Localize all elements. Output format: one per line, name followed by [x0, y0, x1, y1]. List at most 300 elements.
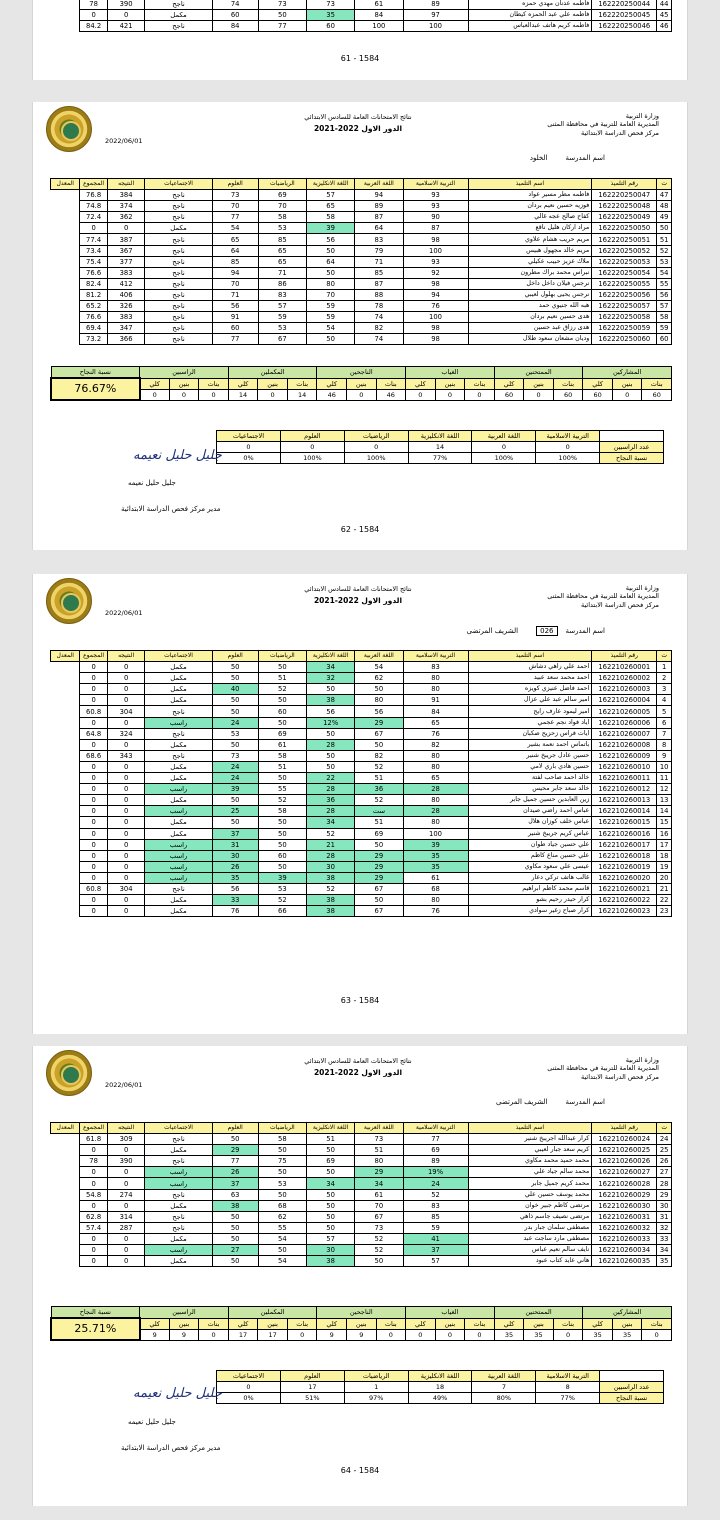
table-cell: 0 — [80, 839, 107, 850]
table-cell: 27 — [657, 1167, 672, 1178]
table-cell: 33 — [212, 895, 258, 906]
table-cell: 12% — [307, 717, 355, 728]
table-row — [51, 1167, 672, 1178]
table-cell: 162220250056 — [592, 289, 657, 300]
table-cell: 61 — [355, 1189, 403, 1200]
table-cell: 0 — [107, 895, 145, 906]
table-cell: 80 — [403, 673, 468, 684]
table-cell: 54 — [657, 267, 672, 278]
table-cell: 54.8 — [80, 1189, 107, 1200]
stats-sub-header: بنات — [199, 1318, 229, 1329]
table-cell: 85 — [355, 267, 403, 278]
table-row — [51, 839, 672, 850]
table-cell: 29 — [212, 1145, 258, 1156]
table-cell: ست — [355, 806, 403, 817]
table-cell: ناجح — [145, 256, 212, 267]
table-cell: 73 — [212, 750, 258, 761]
stats-group-header: الناجحين — [317, 367, 406, 379]
table-cell: 69 — [258, 728, 306, 739]
table-cell: 62.8 — [80, 1211, 107, 1222]
table-cell: 100 — [403, 312, 468, 323]
subject-value: 0% — [217, 1393, 281, 1404]
table-cell: 0 — [107, 717, 145, 728]
table-cell: 162210260008 — [592, 739, 657, 750]
table-cell: 16 — [657, 828, 672, 839]
table-cell: 60.8 — [80, 883, 107, 894]
column-header: التربية الاسلامية — [403, 179, 468, 190]
table-cell: 162210260009 — [592, 750, 657, 761]
stats-value: 60 — [494, 389, 524, 400]
table-cell: عيسى علي سعود مكاوي — [468, 861, 592, 872]
table-cell: 162220250046 — [592, 21, 657, 32]
stats-value: 9 — [346, 1329, 376, 1340]
table-cell: 77 — [212, 212, 258, 223]
ministry-block: وزارة التربية المديرية العامة للتربية في محافظة المثنى مركز فحص الدراسة الابتدائية — [547, 584, 659, 609]
table-cell: 65 — [212, 234, 258, 245]
table-cell: 0 — [80, 662, 107, 673]
stats-sub-header: بنات — [376, 1318, 406, 1329]
stats-group-header: المشاركين — [583, 1307, 672, 1319]
table-cell: 72.4 — [80, 212, 107, 223]
table-cell: 38 — [307, 695, 355, 706]
table-cell: 31 — [657, 1211, 672, 1222]
table-row — [51, 312, 672, 323]
table-cell: 162210260019 — [592, 861, 657, 872]
table-cell: 54 — [258, 1256, 306, 1267]
table-cell: 80 — [307, 278, 355, 289]
table-cell: 0 — [80, 1256, 107, 1267]
table-cell: 84 — [212, 21, 258, 32]
table-cell: 87 — [403, 223, 468, 234]
table-cell: حسين عادل جريبخ شنير — [468, 750, 592, 761]
table-cell: 24 — [403, 1178, 468, 1189]
subject-value: 49% — [408, 1393, 472, 1404]
table-cell: 274 — [107, 1189, 145, 1200]
table-cell: 65 — [258, 256, 306, 267]
column-header: اسم التلميذ — [468, 179, 592, 190]
table-cell: 0 — [107, 906, 145, 917]
table-cell: 0 — [107, 817, 145, 828]
subject-header: التربية الاسلامية — [536, 1371, 600, 1382]
table-cell: 58 — [307, 212, 355, 223]
table-cell: 52 — [355, 795, 403, 806]
column-header: المجموع — [80, 651, 107, 662]
table-cell: 50 — [212, 739, 258, 750]
table-cell: 73 — [355, 1134, 403, 1145]
table-cell: 29 — [355, 850, 403, 861]
table-cell: مصطفى مارد ساجت عبد — [468, 1233, 592, 1244]
subject-header: الرياضيات — [344, 431, 408, 442]
column-header: التربية الاسلامية — [403, 651, 468, 662]
table-cell: راسب — [145, 1178, 212, 1189]
column-header: رقم التلميذ — [592, 179, 657, 190]
table-cell: 0 — [80, 761, 107, 772]
table-cell: 2 — [657, 673, 672, 684]
stats-sub-header: بنات — [376, 378, 406, 389]
table-cell: امير سالم عبد علي عزال — [468, 695, 592, 706]
stats-value: 60 — [642, 389, 672, 400]
column-header: اللغة الانكليزية — [307, 651, 355, 662]
table-row — [51, 906, 672, 917]
table-row — [51, 1145, 672, 1156]
table-cell: ناجح — [145, 234, 212, 245]
table-cell: 60 — [212, 323, 258, 334]
table-cell: 0 — [80, 773, 107, 784]
table-cell: 62 — [355, 673, 403, 684]
stats-group-header: الناجحين — [317, 1307, 406, 1319]
column-header: العلوم — [212, 1123, 258, 1134]
table-cell: 162220250044 — [592, 0, 657, 10]
column-header: اللغة العربية — [355, 1123, 403, 1134]
subject-value: 0 — [536, 442, 600, 453]
subject-header: العلوم — [280, 1371, 344, 1382]
table-cell: نبراس محمد براك مطرون — [468, 267, 592, 278]
table-cell: عباس احمد راضي صيدان — [468, 806, 592, 817]
stats-value: 0 — [553, 1329, 583, 1340]
table-row — [51, 872, 672, 883]
table-cell: 60 — [657, 334, 672, 345]
table-cell: مكمل — [145, 1200, 212, 1211]
table-cell: 30 — [212, 850, 258, 861]
table-cell: 94 — [403, 289, 468, 300]
table-cell: 0 — [80, 817, 107, 828]
pass-rate-label: نسبة النجاح — [51, 367, 140, 379]
table-cell: 374 — [107, 201, 145, 212]
stats-sub-header: كلي — [228, 378, 258, 389]
table-cell: 162210260027 — [592, 1167, 657, 1178]
column-header: المعدل — [51, 1123, 80, 1134]
stats-sub-header: بنين — [435, 1318, 465, 1329]
table-cell: 0 — [80, 861, 107, 872]
table-cell: 73 — [212, 190, 258, 201]
corner-cell — [600, 1371, 664, 1382]
table-cell: 59 — [307, 312, 355, 323]
table-cell: 87 — [355, 278, 403, 289]
table-cell: 0 — [107, 1200, 145, 1211]
table-cell: 57 — [307, 190, 355, 201]
table-cell: 28 — [657, 1178, 672, 1189]
column-header: ت — [657, 651, 672, 662]
table-cell: 0 — [107, 795, 145, 806]
table-cell: 31 — [212, 839, 258, 850]
table-cell: ناجح — [145, 334, 212, 345]
stats-value: 9 — [140, 1329, 170, 1340]
table-cell: 24 — [212, 761, 258, 772]
stats-value: 9 — [169, 1329, 199, 1340]
table-cell: مكمل — [145, 662, 212, 673]
table-cell: 98 — [403, 334, 468, 345]
signer-name: جليل حليل نعيمه — [128, 1418, 176, 1426]
table-cell: 73.2 — [80, 334, 107, 345]
subject-value: 17 — [280, 1382, 344, 1393]
table-cell: 50 — [258, 1167, 306, 1178]
table-cell: 39 — [212, 784, 258, 795]
table-cell: 162210260029 — [592, 1189, 657, 1200]
table-cell: 162210260031 — [592, 1211, 657, 1222]
table-cell: هبه الله جنيوي حمد — [468, 301, 592, 312]
table-header — [51, 1123, 672, 1134]
table-cell: 55 — [258, 784, 306, 795]
table-cell: 50 — [258, 717, 306, 728]
table-cell: 0 — [80, 906, 107, 917]
pass-rate-label: نسبة النجاح — [51, 1307, 140, 1319]
table-cell: 86 — [258, 278, 306, 289]
table-cell: 0 — [107, 872, 145, 883]
subject-stats-table — [216, 1370, 664, 1404]
stats-sub-header: بنات — [465, 378, 495, 389]
table-cell: 39 — [307, 223, 355, 234]
table-cell: 15 — [657, 817, 672, 828]
stats-value: 60 — [583, 389, 613, 400]
subject-row — [217, 1393, 664, 1404]
table-cell: 304 — [107, 706, 145, 717]
table-row — [51, 1233, 672, 1244]
table-cell: 57 — [403, 1256, 468, 1267]
table-cell: 50 — [307, 1189, 355, 1200]
table-row — [51, 323, 672, 334]
table-cell: 52 — [307, 883, 355, 894]
table-cell: 326 — [107, 301, 145, 312]
table-cell: 9 — [657, 750, 672, 761]
signature: جليل حليل نعيمه — [133, 448, 222, 463]
table-cell: 50 — [258, 839, 306, 850]
table-cell: 47 — [657, 190, 672, 201]
table-cell: 56 — [355, 706, 403, 717]
table-cell: 29 — [355, 872, 403, 883]
table-cell: 162220250052 — [592, 245, 657, 256]
table-row — [51, 750, 672, 761]
table-cell: كريم سعد جبار لعيبي — [468, 1145, 592, 1156]
table-cell: احمد محمد سعد عبيد — [468, 673, 592, 684]
table-cell: 69.4 — [80, 323, 107, 334]
column-header: رقم التلميذ — [592, 651, 657, 662]
table-cell: 63 — [212, 1189, 258, 1200]
table-cell: 0 — [80, 717, 107, 728]
subject-header: اللغة العربية — [472, 1371, 536, 1382]
table-cell: 83 — [403, 1200, 468, 1211]
school-code: 026 — [536, 626, 557, 636]
stats-value: 35 — [612, 1329, 642, 1340]
table-cell: 162220250048 — [592, 201, 657, 212]
table-cell: 97 — [403, 10, 468, 21]
table-cell: 84 — [403, 706, 468, 717]
subject-header: التربية الاسلامية — [536, 431, 600, 442]
table-cell: 162210260001 — [592, 662, 657, 673]
table-cell: 73 — [307, 0, 355, 10]
table-cell: 26 — [212, 861, 258, 872]
table-cell: علي حسين جياد طوان — [468, 839, 592, 850]
stats-sub-header: بنين — [346, 378, 376, 389]
table-cell: 162210260018 — [592, 850, 657, 861]
table-cell: 34 — [657, 1245, 672, 1256]
table-cell: ايات فراس زحزيح صكبان — [468, 728, 592, 739]
table-cell: 39 — [258, 872, 306, 883]
table-cell: مريم حريب هشام علاوي — [468, 234, 592, 245]
table-cell: 162220250058 — [592, 312, 657, 323]
report-header — [33, 574, 689, 635]
table-cell: 162220250055 — [592, 278, 657, 289]
table-cell: 28 — [403, 806, 468, 817]
table-cell: 79 — [355, 245, 403, 256]
table-row — [51, 706, 672, 717]
table-cell: 38 — [307, 895, 355, 906]
table-cell: مكمل — [145, 817, 212, 828]
report-date: 2022/06/01 — [105, 1081, 143, 1089]
table-cell: 82 — [403, 739, 468, 750]
subject-row-label: نسبة النجاح — [600, 1393, 664, 1404]
table-cell: 314 — [107, 1211, 145, 1222]
stats-value: 0 — [199, 1329, 229, 1340]
table-cell: 78 — [80, 1156, 107, 1167]
grades-table — [50, 650, 672, 917]
table-cell: 39 — [403, 839, 468, 850]
table-cell: 343 — [107, 750, 145, 761]
table-row — [51, 850, 672, 861]
table-cell: 50 — [307, 1200, 355, 1211]
stats-sub-header: بنات — [287, 1318, 317, 1329]
page-number: 64 - 1584 — [340, 1466, 380, 1475]
table-cell: 71 — [212, 289, 258, 300]
table-cell: ناجح — [145, 0, 212, 10]
page-number: 63 - 1584 — [340, 996, 380, 1005]
table-cell: 162210260033 — [592, 1233, 657, 1244]
table-cell: 87 — [355, 212, 403, 223]
table-cell: 390 — [107, 0, 145, 10]
table-cell: 50 — [212, 1211, 258, 1222]
table-cell: عباس خلف كوزان هلال — [468, 817, 592, 828]
table-cell: 74.8 — [80, 201, 107, 212]
subject-value: 77% — [408, 453, 472, 464]
table-cell: 48 — [657, 201, 672, 212]
table-cell: 14 — [657, 806, 672, 817]
table-row — [51, 1189, 672, 1200]
subject-value: 100% — [536, 453, 600, 464]
table-row — [51, 861, 672, 872]
table-cell: 52 — [307, 828, 355, 839]
stats-group-header: المكملين — [228, 1307, 317, 1319]
statistics-table — [50, 1306, 672, 1341]
grades-table — [50, 1122, 672, 1267]
report-title: نتائج الامتحانات العامة للسادس الابتدائي 2021-2022 الدور الاول — [304, 1057, 412, 1077]
stats-value: 0 — [524, 389, 554, 400]
table-cell: 383 — [107, 312, 145, 323]
table-cell: 0 — [80, 695, 107, 706]
table-cell: 0 — [107, 784, 145, 795]
table-cell: 50 — [258, 861, 306, 872]
table-cell: 0 — [80, 673, 107, 684]
table-cell: 57 — [307, 1233, 355, 1244]
subject-header: الرياضيات — [344, 1371, 408, 1382]
column-header: المعدل — [51, 179, 80, 190]
table-cell: 421 — [107, 21, 145, 32]
table-cell: 53 — [258, 883, 306, 894]
table-row — [51, 895, 672, 906]
table-cell: 73.4 — [80, 245, 107, 256]
grades-table — [50, 0, 672, 32]
table-cell: 162210260014 — [592, 806, 657, 817]
table-cell: ناجح — [145, 301, 212, 312]
table-cell: 59 — [403, 1222, 468, 1233]
subject-value: 0 — [217, 1382, 281, 1393]
table-cell: 20 — [657, 872, 672, 883]
table-cell: 51 — [355, 773, 403, 784]
table-cell: 70 — [212, 278, 258, 289]
table-cell: 80 — [403, 817, 468, 828]
table-cell: مكمل — [145, 895, 212, 906]
table-cell: 22 — [657, 895, 672, 906]
table-cell: فاطمه علي عبد الحمزه كيطان — [468, 10, 592, 21]
table-cell: 162210260024 — [592, 1134, 657, 1145]
table-cell: 54 — [355, 662, 403, 673]
table-cell: مكمل — [145, 223, 212, 234]
table-cell: 56 — [212, 301, 258, 312]
table-cell: 1 — [657, 662, 672, 673]
subject-row-label: نسبة النجاح — [600, 453, 664, 464]
stats-group-header: الراسبين — [140, 1307, 229, 1319]
table-cell: 0 — [107, 761, 145, 772]
table-cell: 162210260012 — [592, 784, 657, 795]
table-cell: 71 — [258, 267, 306, 278]
column-header: المعدل — [51, 651, 80, 662]
table-cell: 50 — [355, 839, 403, 850]
school-name: اسم المدرسةالخلود — [529, 154, 605, 162]
table-cell: 77 — [212, 334, 258, 345]
stats-header-row — [51, 367, 672, 379]
stats-header-row — [51, 1307, 672, 1319]
table-row — [51, 10, 672, 21]
table-cell: 406 — [107, 289, 145, 300]
table-cell: هدى حسين نعيم بردان — [468, 312, 592, 323]
table-cell: 34 — [307, 817, 355, 828]
column-header: اسم التلميذ — [468, 651, 592, 662]
table-cell: 0 — [80, 223, 107, 234]
table-cell: 50 — [212, 1222, 258, 1233]
stats-value: 0 — [199, 389, 229, 400]
table-cell: 52 — [355, 1233, 403, 1244]
table-cell: 51 — [307, 1134, 355, 1145]
table-cell: 162210260011 — [592, 773, 657, 784]
column-header: اللغة العربية — [355, 651, 403, 662]
stats-value: 0 — [642, 1329, 672, 1340]
subject-row — [217, 1382, 664, 1393]
table-cell: 28 — [307, 739, 355, 750]
table-cell: 3 — [657, 684, 672, 695]
table-cell: 52 — [258, 795, 306, 806]
table-row — [51, 1256, 672, 1267]
table-cell: 162210260017 — [592, 839, 657, 850]
table-cell: 54 — [307, 323, 355, 334]
table-cell: 28 — [403, 784, 468, 795]
table-cell: فوزيه حسين نعيم بردان — [468, 201, 592, 212]
subject-value: 8 — [536, 1382, 600, 1393]
column-header: اسم التلميذ — [468, 1123, 592, 1134]
table-cell: 64.8 — [80, 728, 107, 739]
table-cell: 50 — [258, 817, 306, 828]
table-cell: 77 — [258, 21, 306, 32]
table-cell: 88 — [355, 289, 403, 300]
subject-value: 0 — [280, 442, 344, 453]
table-cell: 162210260025 — [592, 1145, 657, 1156]
table-cell: 69 — [403, 1145, 468, 1156]
table-row — [51, 1222, 672, 1233]
stats-sub-header: بنات — [642, 1318, 672, 1329]
table-row — [51, 684, 672, 695]
table-cell: 162210260013 — [592, 795, 657, 806]
table-cell: غالب هاتف تركي دعار — [468, 872, 592, 883]
table-cell: 32 — [307, 673, 355, 684]
stats-sub-header: بنات — [642, 378, 672, 389]
table-cell: ناجح — [145, 728, 212, 739]
